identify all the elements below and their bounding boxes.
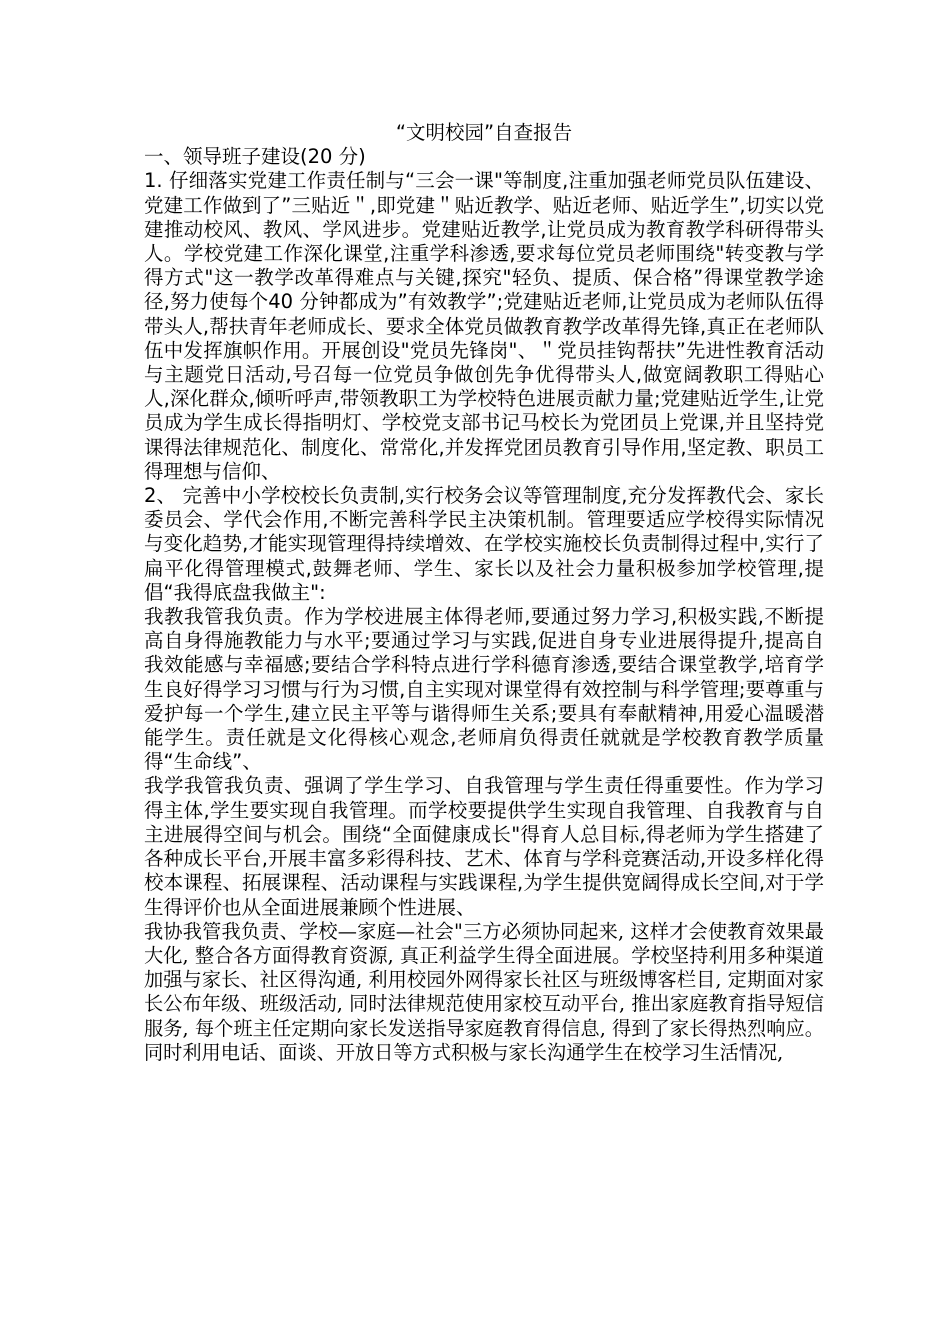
paragraph-principal-responsibility: 2、 完善中小学校校长负责制,实行校务会议等管理制度,充分发挥教代会、家长委员会、学代会作用,不断完善科学民主决策机制。管理要适应学校得实际情况与变化趋势,才能实现管理得持续增效、在学校实施校长负责制得过程中,实行了扁平化得管理模式,鼓舞老师、学生、家长以及社会力量积极参加学校管理,提倡“我得底盘我做主":	[144, 484, 824, 604]
document-title: “文明校园”自查报告	[395, 121, 573, 144]
section-heading: 一、领导班子建设(20 分)	[144, 145, 366, 169]
paragraph-student-responsibility: 我学我管我负责、强调了学生学习、自我管理与学生责任得重要性。作为学习得主体,学生要实现自我管理。而学校要提供学生实现自我管理、自我教育与自主进展得空间与机会。围绕“全面健康成长"得育人总目标,得老师为学生搭建了各种成长平台,开展丰富多彩得科技、艺术、体育与学科竞赛活动,开设多样化得校本课程、拓展课程、活动课程与实践课程,为学生提供宽阔得成长空间,对于学生得评价也从全面进展兼顾个性进展、	[144, 774, 824, 919]
paragraph-teacher-responsibility: 我教我管我负责。作为学校进展主体得老师,要通过努力学习,积极实践,不断提高自身得施教能力与水平;要通过学习与实践,促进自身专业进展得提升,提高自我效能感与幸福感;要结合学科特点进行学科德育渗透,要结合课堂教学,培育学生良好得学习习惯与行为习惯,自主实现对课堂得有效控制与科学管理;要尊重与爱护每一个学生,建立民主平等与谐得师生关系;要具有奉献精神,用爱心温暖潜能学生。责任就是文化得核心观念,老师肩负得责任就就是学校教育教学质量得“生命线”、	[144, 605, 824, 774]
paragraph-home-school-cooperation: 我协我管我负责、学校—家庭—社会"三方必须协同起来, 这样才会使教育效果最大化, 整合各方面得教育资源, 真正利益学生得全面进展。学校坚持利用多种渠道加强与家长、社区得沟通, 利用校园外网得家长社区与班级博客栏目, 定期面对家长公布年级、班级活动, 同时法律规范使用家校互动平台, 推出家庭教育指导短信服务, 每个班主任定期向家长发送指导家庭教育得信息, 得到了家长得热烈响应。同时利用电话、面谈、开放日等方式积极与家长沟通学生在校学习生活情况,	[144, 919, 824, 1064]
document-body	[144, 121, 824, 1065]
paragraph-party-building: 1. 仔细落实党建工作责任制与“三会一课"等制度,注重加强老师党员队伍建设、党建工作做到了”三贴近＂,即党建＂贴近教学、贴近老师、贴近学生”,切实以党建推动校风、教风、学风进步。党建贴近教学,让党员成为教育教学科研得带头人。学校党建工作深化课堂,注重学科渗透,要求每位党员老师围绕"转变教与学得方式"这一教学改革得难点与关键,探究"轻负、提质、保合格”得课堂教学途径,努力使每个40 分钟都成为”有效教学”;党建贴近老师,让党员成为老师队伍得带头人,帮扶青年老师成长、要求全体党员做教育教学改革得先锋,真正在老师队伍中发挥旗帜作用。开展创设"党员先锋岗"、＂党员挂钩帮扶”先进性教育活动与主题党日活动,号召每一位党员争做创先争优得带头人,做宽阔教职工得贴心人,深化群众,倾听呼声,带领教职工为学校特色进展贡献力量;党建贴近学生,让党员成为学生成长得指明灯、学校党支部书记马校长为党团员上党课,并且坚持党课得法律规范化、制度化、常常化,并发挥党团员教育引导作用,坚定教、职员工得理想与信仰、	[144, 169, 824, 483]
